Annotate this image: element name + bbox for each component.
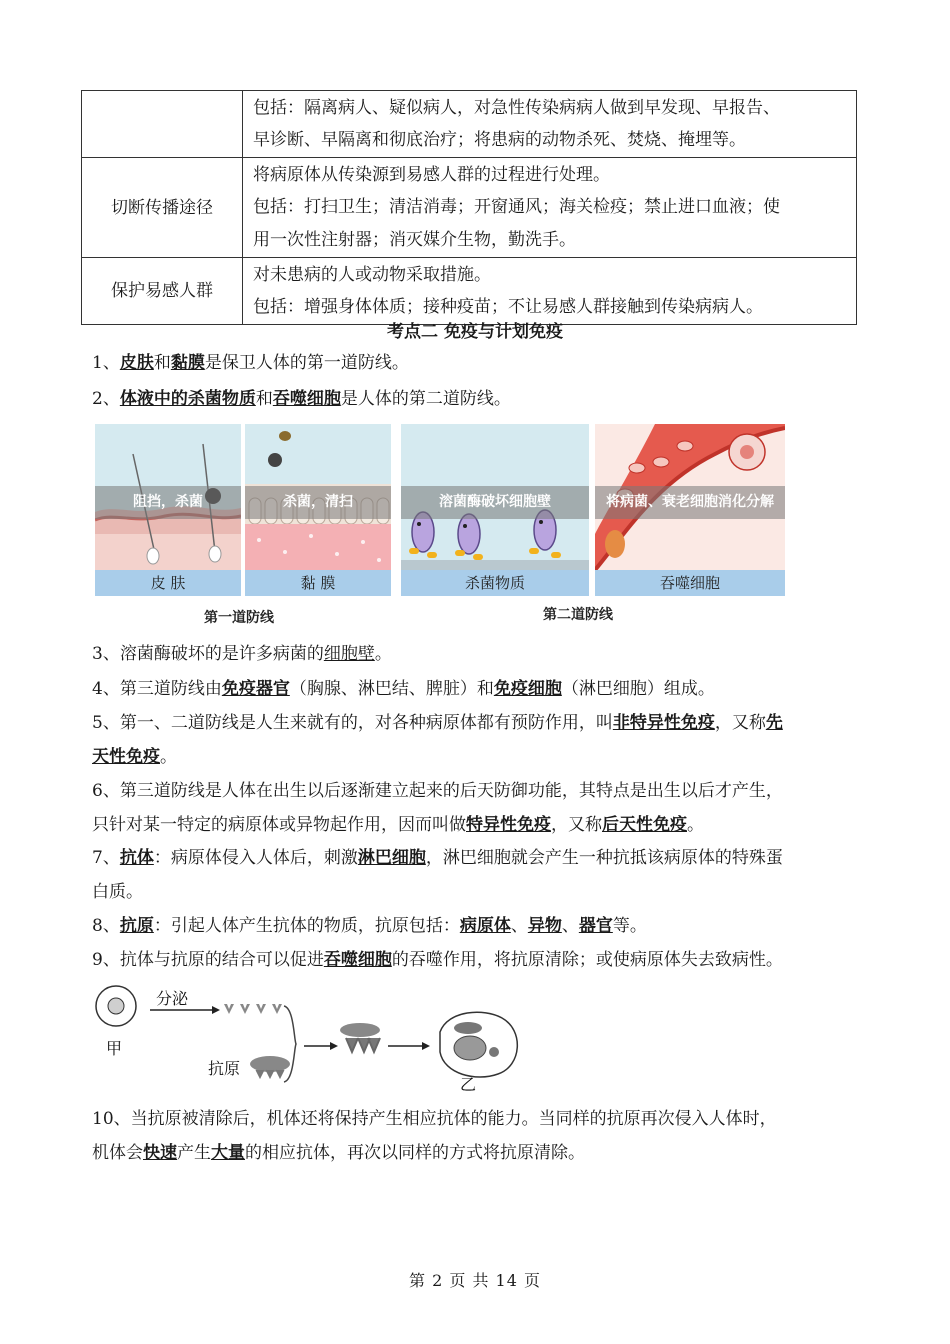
phagocyte-label: 乙 (460, 1075, 477, 1094)
antigen-label: 抗原 (208, 1059, 241, 1078)
defense-label: 杀菌物质 (401, 570, 589, 596)
bactericidal-panel (401, 424, 589, 596)
row-label: 保护易感人群 (82, 258, 243, 325)
table-row (82, 158, 857, 258)
row-content (243, 158, 857, 258)
row-text: 包括：隔离病人、疑似病人，对急性传染病病人做到早发现、早报告、 (253, 97, 780, 118)
defense-lines-figure (93, 424, 786, 629)
row-text: 早诊断、早隔离和彻底治疗；将患病的动物杀死、焚烧、掩埋等。 (253, 130, 746, 150)
second-line-caption: 第二道防线 (543, 607, 613, 623)
row-label (82, 91, 243, 158)
list-item: 5、第一、二道防线是人生来就有的，对各种病原体都有预防作用，叫非特异性免疫，又称先 (92, 713, 783, 733)
antibody-antigen-figure (92, 982, 532, 1094)
list-item: 8、抗原：引起人体产生抗体的物质，抗原包括：病原体、异物、器官等。 (92, 916, 647, 936)
phagocyte-panel (595, 424, 785, 596)
row-content (243, 258, 857, 325)
defense-label: 黏 膜 (245, 570, 391, 596)
function-label: 阻挡，杀菌 (95, 486, 241, 519)
row-content (243, 91, 857, 158)
row-text: 包括：增强身体体质；接种疫苗；不让易感人群接触到传染病病人。 (253, 297, 763, 317)
skin-panel (95, 424, 241, 596)
list-item: 2、体液中的杀菌物质和吞噬细胞是人体的第二道防线。 (92, 389, 511, 409)
row-text: 用一次性注射器；消灭媒介生物，勤洗手。 (253, 229, 576, 250)
list-item: 9、抗体与抗原的结合可以促进吞噬细胞的吞噬作用，将抗原清除；或使病原体失去致病性。 (92, 950, 783, 970)
cell-label: 甲 (106, 1039, 123, 1058)
row-text: 对未患病的人或动物采取措施。 (253, 264, 491, 285)
list-item: 6、第三道防线是人体在出生以后逐渐建立起来的后天防御功能，其特点是出生以后才产生， (92, 781, 783, 801)
list-item: 10、当抗原被清除后，机体还将保持产生相应抗体的能力。当同样的抗原再次侵入人体时， (92, 1109, 777, 1129)
function-label: 杀菌，清扫 (245, 486, 391, 519)
prevention-measures-table (81, 90, 857, 325)
list-item: 1、皮肤和黏膜是保卫人体的第一道防线。 (92, 353, 409, 373)
row-label: 切断传播途径 (82, 158, 243, 258)
row-text: 包括：打扫卫生；清洁消毒；开窗通风；海关检疫；禁止进口血液；使 (253, 197, 780, 218)
list-item-continued: 天性免疫。 (92, 747, 177, 767)
list-item-continued: 机体会快速产生大量的相应抗体，再次以同样的方式将抗原清除。 (92, 1143, 585, 1163)
secrete-label: 分泌 (156, 989, 189, 1008)
row-text: 将病原体从传染源到易感人群的过程进行处理。 (253, 164, 610, 185)
table-row (82, 258, 857, 325)
list-item-continued: 只针对某一特定的病原体或异物起作用，因而叫做特异性免疫，又称后天性免疫。 (92, 815, 704, 835)
function-label: 将病菌、衰老细胞消化分解 (595, 486, 785, 519)
first-line-caption: 第一道防线 (204, 610, 274, 626)
list-item: 7、抗体：病原体侵入人体后，刺激淋巴细胞，淋巴细胞就会产生一种抗抵该病原体的特殊蛋 (92, 848, 783, 868)
section-title: 考点二 免疫与计划免疫 (387, 322, 563, 342)
page-footer: 第 2 页 共 14 页 (409, 1271, 541, 1290)
list-item: 3、溶菌酶破坏的是许多病菌的细胞壁。 (92, 644, 392, 664)
function-label: 溶菌酶破坏细胞壁 (401, 486, 589, 519)
list-item-continued: 白质。 (92, 882, 143, 902)
defense-label: 吞噬细胞 (595, 570, 785, 596)
defense-label: 皮 肤 (95, 570, 241, 596)
list-item: 4、第三道防线由免疫器官（胸腺、淋巴结、脾脏）和免疫细胞（淋巴细胞）组成。 (92, 679, 715, 699)
mucosa-panel (245, 424, 391, 596)
table-row (82, 91, 857, 158)
